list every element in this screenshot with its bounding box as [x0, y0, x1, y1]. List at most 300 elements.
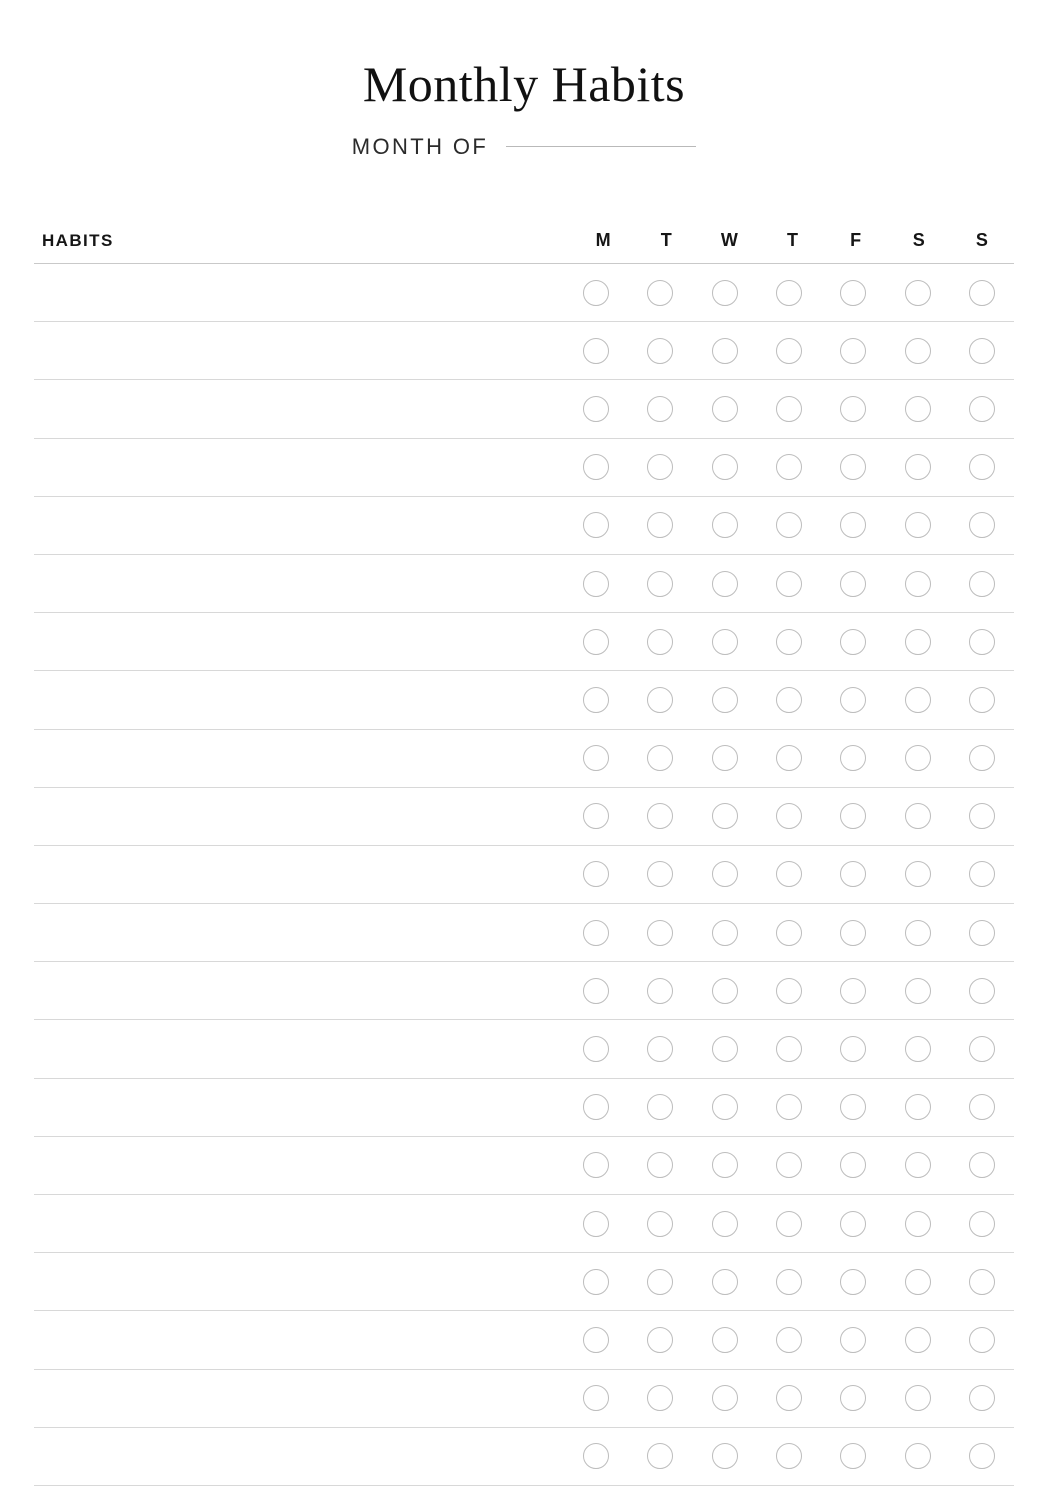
circle-checkbox-icon[interactable] — [776, 280, 802, 306]
habit-checkbox-cell[interactable] — [628, 280, 692, 306]
habit-checkbox-cell[interactable] — [628, 1152, 692, 1178]
habit-checkbox-cell[interactable] — [885, 629, 949, 655]
circle-checkbox-icon[interactable] — [712, 861, 738, 887]
habit-checkbox-cell[interactable] — [950, 454, 1014, 480]
habit-checkbox-cell[interactable] — [885, 454, 949, 480]
circle-checkbox-icon[interactable] — [583, 1269, 609, 1295]
habit-checkbox-cell[interactable] — [564, 1327, 628, 1353]
circle-checkbox-icon[interactable] — [712, 512, 738, 538]
circle-checkbox-icon[interactable] — [905, 978, 931, 1004]
circle-checkbox-icon[interactable] — [969, 1269, 995, 1295]
habit-checkbox-cell[interactable] — [821, 629, 885, 655]
circle-checkbox-icon[interactable] — [583, 920, 609, 946]
circle-checkbox-icon[interactable] — [583, 338, 609, 364]
habit-checkbox-cell[interactable] — [564, 1443, 628, 1469]
circle-checkbox-icon[interactable] — [840, 629, 866, 655]
habit-checkbox-cell[interactable] — [821, 687, 885, 713]
circle-checkbox-icon[interactable] — [840, 1327, 866, 1353]
circle-checkbox-icon[interactable] — [969, 978, 995, 1004]
habit-checkbox-cell[interactable] — [693, 687, 757, 713]
circle-checkbox-icon[interactable] — [647, 745, 673, 771]
circle-checkbox-icon[interactable] — [712, 978, 738, 1004]
circle-checkbox-icon[interactable] — [583, 1385, 609, 1411]
habit-checkbox-cell[interactable] — [628, 629, 692, 655]
circle-checkbox-icon[interactable] — [776, 745, 802, 771]
circle-checkbox-icon[interactable] — [583, 745, 609, 771]
circle-checkbox-icon[interactable] — [969, 1094, 995, 1120]
circle-checkbox-icon[interactable] — [905, 1152, 931, 1178]
habit-name-input[interactable] — [34, 439, 564, 496]
circle-checkbox-icon[interactable] — [905, 803, 931, 829]
habit-checkbox-cell[interactable] — [885, 1269, 949, 1295]
habit-checkbox-cell[interactable] — [564, 1152, 628, 1178]
habit-checkbox-cell[interactable] — [628, 338, 692, 364]
habit-checkbox-cell[interactable] — [885, 803, 949, 829]
circle-checkbox-icon[interactable] — [905, 280, 931, 306]
circle-checkbox-icon[interactable] — [969, 454, 995, 480]
circle-checkbox-icon[interactable] — [712, 803, 738, 829]
habit-name-input[interactable] — [34, 1079, 564, 1136]
habit-checkbox-cell[interactable] — [821, 280, 885, 306]
habit-checkbox-cell[interactable] — [564, 861, 628, 887]
circle-checkbox-icon[interactable] — [840, 1036, 866, 1062]
habit-checkbox-cell[interactable] — [757, 396, 821, 422]
circle-checkbox-icon[interactable] — [583, 1211, 609, 1237]
habit-checkbox-cell[interactable] — [757, 978, 821, 1004]
circle-checkbox-icon[interactable] — [905, 1094, 931, 1120]
habit-checkbox-cell[interactable] — [950, 920, 1014, 946]
habit-checkbox-cell[interactable] — [950, 1385, 1014, 1411]
habit-checkbox-cell[interactable] — [564, 1211, 628, 1237]
circle-checkbox-icon[interactable] — [840, 687, 866, 713]
habit-checkbox-cell[interactable] — [693, 1211, 757, 1237]
habit-checkbox-cell[interactable] — [628, 571, 692, 597]
circle-checkbox-icon[interactable] — [647, 454, 673, 480]
habit-checkbox-cell[interactable] — [564, 338, 628, 364]
habit-checkbox-cell[interactable] — [821, 1094, 885, 1120]
habit-checkbox-cell[interactable] — [628, 1269, 692, 1295]
circle-checkbox-icon[interactable] — [647, 803, 673, 829]
circle-checkbox-icon[interactable] — [969, 512, 995, 538]
circle-checkbox-icon[interactable] — [647, 978, 673, 1004]
habit-checkbox-cell[interactable] — [693, 512, 757, 538]
habit-checkbox-cell[interactable] — [950, 1443, 1014, 1469]
habit-checkbox-cell[interactable] — [885, 1443, 949, 1469]
habit-checkbox-cell[interactable] — [757, 861, 821, 887]
habit-checkbox-cell[interactable] — [950, 338, 1014, 364]
circle-checkbox-icon[interactable] — [583, 803, 609, 829]
habit-checkbox-cell[interactable] — [950, 1269, 1014, 1295]
circle-checkbox-icon[interactable] — [583, 454, 609, 480]
habit-checkbox-cell[interactable] — [885, 1211, 949, 1237]
circle-checkbox-icon[interactable] — [583, 571, 609, 597]
habit-checkbox-cell[interactable] — [757, 280, 821, 306]
habit-checkbox-cell[interactable] — [885, 978, 949, 1004]
circle-checkbox-icon[interactable] — [905, 512, 931, 538]
habit-checkbox-cell[interactable] — [628, 687, 692, 713]
habit-checkbox-cell[interactable] — [885, 1152, 949, 1178]
circle-checkbox-icon[interactable] — [776, 978, 802, 1004]
circle-checkbox-icon[interactable] — [905, 687, 931, 713]
habit-checkbox-cell[interactable] — [885, 687, 949, 713]
circle-checkbox-icon[interactable] — [776, 454, 802, 480]
circle-checkbox-icon[interactable] — [840, 571, 866, 597]
circle-checkbox-icon[interactable] — [840, 512, 866, 538]
circle-checkbox-icon[interactable] — [905, 861, 931, 887]
habit-checkbox-cell[interactable] — [564, 629, 628, 655]
habit-checkbox-cell[interactable] — [885, 1094, 949, 1120]
habit-checkbox-cell[interactable] — [757, 1211, 821, 1237]
habit-checkbox-cell[interactable] — [693, 861, 757, 887]
habit-checkbox-cell[interactable] — [693, 454, 757, 480]
circle-checkbox-icon[interactable] — [583, 512, 609, 538]
circle-checkbox-icon[interactable] — [776, 861, 802, 887]
habit-checkbox-cell[interactable] — [564, 280, 628, 306]
circle-checkbox-icon[interactable] — [840, 1211, 866, 1237]
habit-checkbox-cell[interactable] — [628, 745, 692, 771]
circle-checkbox-icon[interactable] — [840, 1152, 866, 1178]
habit-name-input[interactable] — [34, 904, 564, 961]
circle-checkbox-icon[interactable] — [776, 1327, 802, 1353]
habit-checkbox-cell[interactable] — [693, 1443, 757, 1469]
circle-checkbox-icon[interactable] — [905, 629, 931, 655]
circle-checkbox-icon[interactable] — [647, 338, 673, 364]
habit-checkbox-cell[interactable] — [950, 1094, 1014, 1120]
habit-checkbox-cell[interactable] — [628, 978, 692, 1004]
habit-checkbox-cell[interactable] — [821, 1385, 885, 1411]
habit-checkbox-cell[interactable] — [821, 454, 885, 480]
habit-name-input[interactable] — [34, 730, 564, 787]
habit-checkbox-cell[interactable] — [885, 338, 949, 364]
circle-checkbox-icon[interactable] — [969, 920, 995, 946]
circle-checkbox-icon[interactable] — [712, 745, 738, 771]
habit-checkbox-cell[interactable] — [757, 571, 821, 597]
circle-checkbox-icon[interactable] — [840, 280, 866, 306]
habit-checkbox-cell[interactable] — [885, 571, 949, 597]
habit-checkbox-cell[interactable] — [693, 1094, 757, 1120]
circle-checkbox-icon[interactable] — [712, 1269, 738, 1295]
habit-name-input[interactable] — [34, 846, 564, 903]
habit-checkbox-cell[interactable] — [950, 571, 1014, 597]
circle-checkbox-icon[interactable] — [905, 1211, 931, 1237]
circle-checkbox-icon[interactable] — [905, 454, 931, 480]
habit-checkbox-cell[interactable] — [564, 512, 628, 538]
circle-checkbox-icon[interactable] — [712, 1211, 738, 1237]
circle-checkbox-icon[interactable] — [583, 1152, 609, 1178]
circle-checkbox-icon[interactable] — [712, 920, 738, 946]
circle-checkbox-icon[interactable] — [840, 1269, 866, 1295]
habit-checkbox-cell[interactable] — [564, 454, 628, 480]
habit-name-input[interactable] — [34, 555, 564, 612]
month-of-write-in-line[interactable] — [506, 146, 696, 147]
habit-checkbox-cell[interactable] — [693, 920, 757, 946]
circle-checkbox-icon[interactable] — [712, 1327, 738, 1353]
habit-checkbox-cell[interactable] — [950, 803, 1014, 829]
circle-checkbox-icon[interactable] — [969, 1327, 995, 1353]
habit-name-input[interactable] — [34, 322, 564, 379]
habit-checkbox-cell[interactable] — [757, 512, 821, 538]
habit-checkbox-cell[interactable] — [885, 745, 949, 771]
habit-checkbox-cell[interactable] — [564, 745, 628, 771]
habit-checkbox-cell[interactable] — [628, 1443, 692, 1469]
habit-checkbox-cell[interactable] — [628, 1036, 692, 1062]
circle-checkbox-icon[interactable] — [969, 803, 995, 829]
habit-checkbox-cell[interactable] — [628, 454, 692, 480]
habit-checkbox-cell[interactable] — [821, 1036, 885, 1062]
habit-checkbox-cell[interactable] — [757, 1385, 821, 1411]
circle-checkbox-icon[interactable] — [583, 396, 609, 422]
circle-checkbox-icon[interactable] — [905, 1443, 931, 1469]
habit-checkbox-cell[interactable] — [821, 1152, 885, 1178]
habit-checkbox-cell[interactable] — [757, 629, 821, 655]
circle-checkbox-icon[interactable] — [712, 571, 738, 597]
habit-checkbox-cell[interactable] — [950, 1211, 1014, 1237]
habit-checkbox-cell[interactable] — [757, 1094, 821, 1120]
habit-checkbox-cell[interactable] — [757, 803, 821, 829]
habit-checkbox-cell[interactable] — [821, 978, 885, 1004]
circle-checkbox-icon[interactable] — [969, 280, 995, 306]
habit-checkbox-cell[interactable] — [757, 1036, 821, 1062]
circle-checkbox-icon[interactable] — [583, 629, 609, 655]
habit-checkbox-cell[interactable] — [693, 1269, 757, 1295]
habit-checkbox-cell[interactable] — [693, 396, 757, 422]
habit-checkbox-cell[interactable] — [821, 745, 885, 771]
circle-checkbox-icon[interactable] — [647, 571, 673, 597]
habit-checkbox-cell[interactable] — [950, 629, 1014, 655]
habit-name-input[interactable] — [34, 962, 564, 1019]
habit-checkbox-cell[interactable] — [821, 512, 885, 538]
habit-checkbox-cell[interactable] — [757, 454, 821, 480]
habit-checkbox-cell[interactable] — [693, 1385, 757, 1411]
circle-checkbox-icon[interactable] — [840, 920, 866, 946]
habit-checkbox-cell[interactable] — [950, 1327, 1014, 1353]
circle-checkbox-icon[interactable] — [583, 1036, 609, 1062]
habit-checkbox-cell[interactable] — [757, 745, 821, 771]
circle-checkbox-icon[interactable] — [969, 861, 995, 887]
habit-checkbox-cell[interactable] — [628, 1385, 692, 1411]
habit-checkbox-cell[interactable] — [950, 745, 1014, 771]
circle-checkbox-icon[interactable] — [776, 687, 802, 713]
habit-checkbox-cell[interactable] — [821, 1269, 885, 1295]
habit-checkbox-cell[interactable] — [693, 1327, 757, 1353]
circle-checkbox-icon[interactable] — [583, 1443, 609, 1469]
habit-checkbox-cell[interactable] — [564, 1269, 628, 1295]
habit-checkbox-cell[interactable] — [885, 1385, 949, 1411]
habit-checkbox-cell[interactable] — [693, 803, 757, 829]
circle-checkbox-icon[interactable] — [776, 1443, 802, 1469]
habit-checkbox-cell[interactable] — [885, 396, 949, 422]
circle-checkbox-icon[interactable] — [712, 1385, 738, 1411]
circle-checkbox-icon[interactable] — [969, 1152, 995, 1178]
circle-checkbox-icon[interactable] — [647, 1152, 673, 1178]
habit-checkbox-cell[interactable] — [693, 978, 757, 1004]
circle-checkbox-icon[interactable] — [776, 338, 802, 364]
habit-checkbox-cell[interactable] — [564, 1385, 628, 1411]
circle-checkbox-icon[interactable] — [647, 920, 673, 946]
circle-checkbox-icon[interactable] — [969, 396, 995, 422]
circle-checkbox-icon[interactable] — [969, 1036, 995, 1062]
habit-checkbox-cell[interactable] — [757, 920, 821, 946]
circle-checkbox-icon[interactable] — [905, 920, 931, 946]
circle-checkbox-icon[interactable] — [712, 629, 738, 655]
habit-checkbox-cell[interactable] — [628, 1211, 692, 1237]
habit-checkbox-cell[interactable] — [628, 512, 692, 538]
habit-checkbox-cell[interactable] — [950, 978, 1014, 1004]
circle-checkbox-icon[interactable] — [647, 1385, 673, 1411]
circle-checkbox-icon[interactable] — [905, 1269, 931, 1295]
circle-checkbox-icon[interactable] — [583, 1327, 609, 1353]
habit-checkbox-cell[interactable] — [628, 920, 692, 946]
habit-name-input[interactable] — [34, 613, 564, 670]
habit-checkbox-cell[interactable] — [628, 861, 692, 887]
circle-checkbox-icon[interactable] — [776, 920, 802, 946]
habit-checkbox-cell[interactable] — [885, 1327, 949, 1353]
habit-checkbox-cell[interactable] — [885, 1036, 949, 1062]
circle-checkbox-icon[interactable] — [969, 1385, 995, 1411]
circle-checkbox-icon[interactable] — [969, 1443, 995, 1469]
circle-checkbox-icon[interactable] — [840, 1094, 866, 1120]
circle-checkbox-icon[interactable] — [840, 978, 866, 1004]
circle-checkbox-icon[interactable] — [647, 1036, 673, 1062]
habit-name-input[interactable] — [34, 1370, 564, 1427]
habit-name-input[interactable] — [34, 497, 564, 554]
habit-name-input[interactable] — [34, 1311, 564, 1368]
habit-checkbox-cell[interactable] — [628, 1094, 692, 1120]
habit-checkbox-cell[interactable] — [564, 687, 628, 713]
circle-checkbox-icon[interactable] — [969, 1211, 995, 1237]
habit-checkbox-cell[interactable] — [564, 920, 628, 946]
circle-checkbox-icon[interactable] — [647, 1211, 673, 1237]
habit-checkbox-cell[interactable] — [757, 1443, 821, 1469]
habit-checkbox-cell[interactable] — [564, 1036, 628, 1062]
circle-checkbox-icon[interactable] — [776, 512, 802, 538]
circle-checkbox-icon[interactable] — [776, 629, 802, 655]
habit-checkbox-cell[interactable] — [885, 861, 949, 887]
habit-checkbox-cell[interactable] — [757, 338, 821, 364]
habit-checkbox-cell[interactable] — [564, 571, 628, 597]
circle-checkbox-icon[interactable] — [840, 338, 866, 364]
habit-checkbox-cell[interactable] — [693, 1152, 757, 1178]
circle-checkbox-icon[interactable] — [969, 629, 995, 655]
habit-name-input[interactable] — [34, 1428, 564, 1485]
habit-checkbox-cell[interactable] — [950, 1152, 1014, 1178]
circle-checkbox-icon[interactable] — [840, 745, 866, 771]
circle-checkbox-icon[interactable] — [776, 1269, 802, 1295]
circle-checkbox-icon[interactable] — [712, 1094, 738, 1120]
circle-checkbox-icon[interactable] — [776, 571, 802, 597]
circle-checkbox-icon[interactable] — [583, 861, 609, 887]
circle-checkbox-icon[interactable] — [712, 1036, 738, 1062]
circle-checkbox-icon[interactable] — [712, 338, 738, 364]
circle-checkbox-icon[interactable] — [905, 1036, 931, 1062]
habit-checkbox-cell[interactable] — [564, 978, 628, 1004]
circle-checkbox-icon[interactable] — [776, 1152, 802, 1178]
circle-checkbox-icon[interactable] — [647, 512, 673, 538]
circle-checkbox-icon[interactable] — [905, 745, 931, 771]
circle-checkbox-icon[interactable] — [776, 1094, 802, 1120]
circle-checkbox-icon[interactable] — [583, 687, 609, 713]
habit-checkbox-cell[interactable] — [950, 512, 1014, 538]
habit-name-input[interactable] — [34, 380, 564, 437]
circle-checkbox-icon[interactable] — [905, 338, 931, 364]
circle-checkbox-icon[interactable] — [647, 396, 673, 422]
habit-checkbox-cell[interactable] — [693, 338, 757, 364]
circle-checkbox-icon[interactable] — [905, 1385, 931, 1411]
habit-checkbox-cell[interactable] — [885, 920, 949, 946]
habit-checkbox-cell[interactable] — [757, 1152, 821, 1178]
circle-checkbox-icon[interactable] — [583, 978, 609, 1004]
habit-checkbox-cell[interactable] — [821, 1443, 885, 1469]
habit-checkbox-cell[interactable] — [693, 280, 757, 306]
habit-checkbox-cell[interactable] — [885, 280, 949, 306]
habit-checkbox-cell[interactable] — [821, 571, 885, 597]
circle-checkbox-icon[interactable] — [969, 571, 995, 597]
circle-checkbox-icon[interactable] — [583, 280, 609, 306]
habit-checkbox-cell[interactable] — [821, 396, 885, 422]
circle-checkbox-icon[interactable] — [583, 1094, 609, 1120]
circle-checkbox-icon[interactable] — [840, 861, 866, 887]
circle-checkbox-icon[interactable] — [647, 280, 673, 306]
circle-checkbox-icon[interactable] — [840, 1385, 866, 1411]
habit-checkbox-cell[interactable] — [821, 920, 885, 946]
habit-name-input[interactable] — [34, 1253, 564, 1310]
circle-checkbox-icon[interactable] — [647, 1094, 673, 1120]
habit-name-input[interactable] — [34, 1137, 564, 1194]
habit-checkbox-cell[interactable] — [628, 1327, 692, 1353]
habit-checkbox-cell[interactable] — [564, 396, 628, 422]
circle-checkbox-icon[interactable] — [712, 454, 738, 480]
circle-checkbox-icon[interactable] — [647, 1269, 673, 1295]
habit-checkbox-cell[interactable] — [693, 1036, 757, 1062]
habit-name-input[interactable] — [34, 671, 564, 728]
habit-checkbox-cell[interactable] — [821, 803, 885, 829]
circle-checkbox-icon[interactable] — [969, 687, 995, 713]
circle-checkbox-icon[interactable] — [647, 687, 673, 713]
habit-checkbox-cell[interactable] — [950, 1036, 1014, 1062]
habit-checkbox-cell[interactable] — [950, 687, 1014, 713]
circle-checkbox-icon[interactable] — [776, 1385, 802, 1411]
circle-checkbox-icon[interactable] — [905, 571, 931, 597]
circle-checkbox-icon[interactable] — [776, 396, 802, 422]
habit-checkbox-cell[interactable] — [885, 512, 949, 538]
habit-name-input[interactable] — [34, 1195, 564, 1252]
habit-checkbox-cell[interactable] — [950, 861, 1014, 887]
habit-checkbox-cell[interactable] — [821, 1327, 885, 1353]
habit-checkbox-cell[interactable] — [693, 571, 757, 597]
circle-checkbox-icon[interactable] — [712, 687, 738, 713]
habit-name-input[interactable] — [34, 264, 564, 321]
habit-checkbox-cell[interactable] — [757, 687, 821, 713]
circle-checkbox-icon[interactable] — [840, 396, 866, 422]
habit-checkbox-cell[interactable] — [628, 803, 692, 829]
circle-checkbox-icon[interactable] — [905, 396, 931, 422]
habit-checkbox-cell[interactable] — [950, 280, 1014, 306]
circle-checkbox-icon[interactable] — [647, 861, 673, 887]
circle-checkbox-icon[interactable] — [969, 745, 995, 771]
habit-checkbox-cell[interactable] — [693, 629, 757, 655]
circle-checkbox-icon[interactable] — [969, 338, 995, 364]
circle-checkbox-icon[interactable] — [647, 1443, 673, 1469]
circle-checkbox-icon[interactable] — [905, 1327, 931, 1353]
habit-checkbox-cell[interactable] — [821, 338, 885, 364]
circle-checkbox-icon[interactable] — [776, 1211, 802, 1237]
habit-checkbox-cell[interactable] — [821, 1211, 885, 1237]
circle-checkbox-icon[interactable] — [712, 1443, 738, 1469]
habit-checkbox-cell[interactable] — [564, 1094, 628, 1120]
habit-checkbox-cell[interactable] — [757, 1269, 821, 1295]
habit-name-input[interactable] — [34, 788, 564, 845]
circle-checkbox-icon[interactable] — [840, 1443, 866, 1469]
